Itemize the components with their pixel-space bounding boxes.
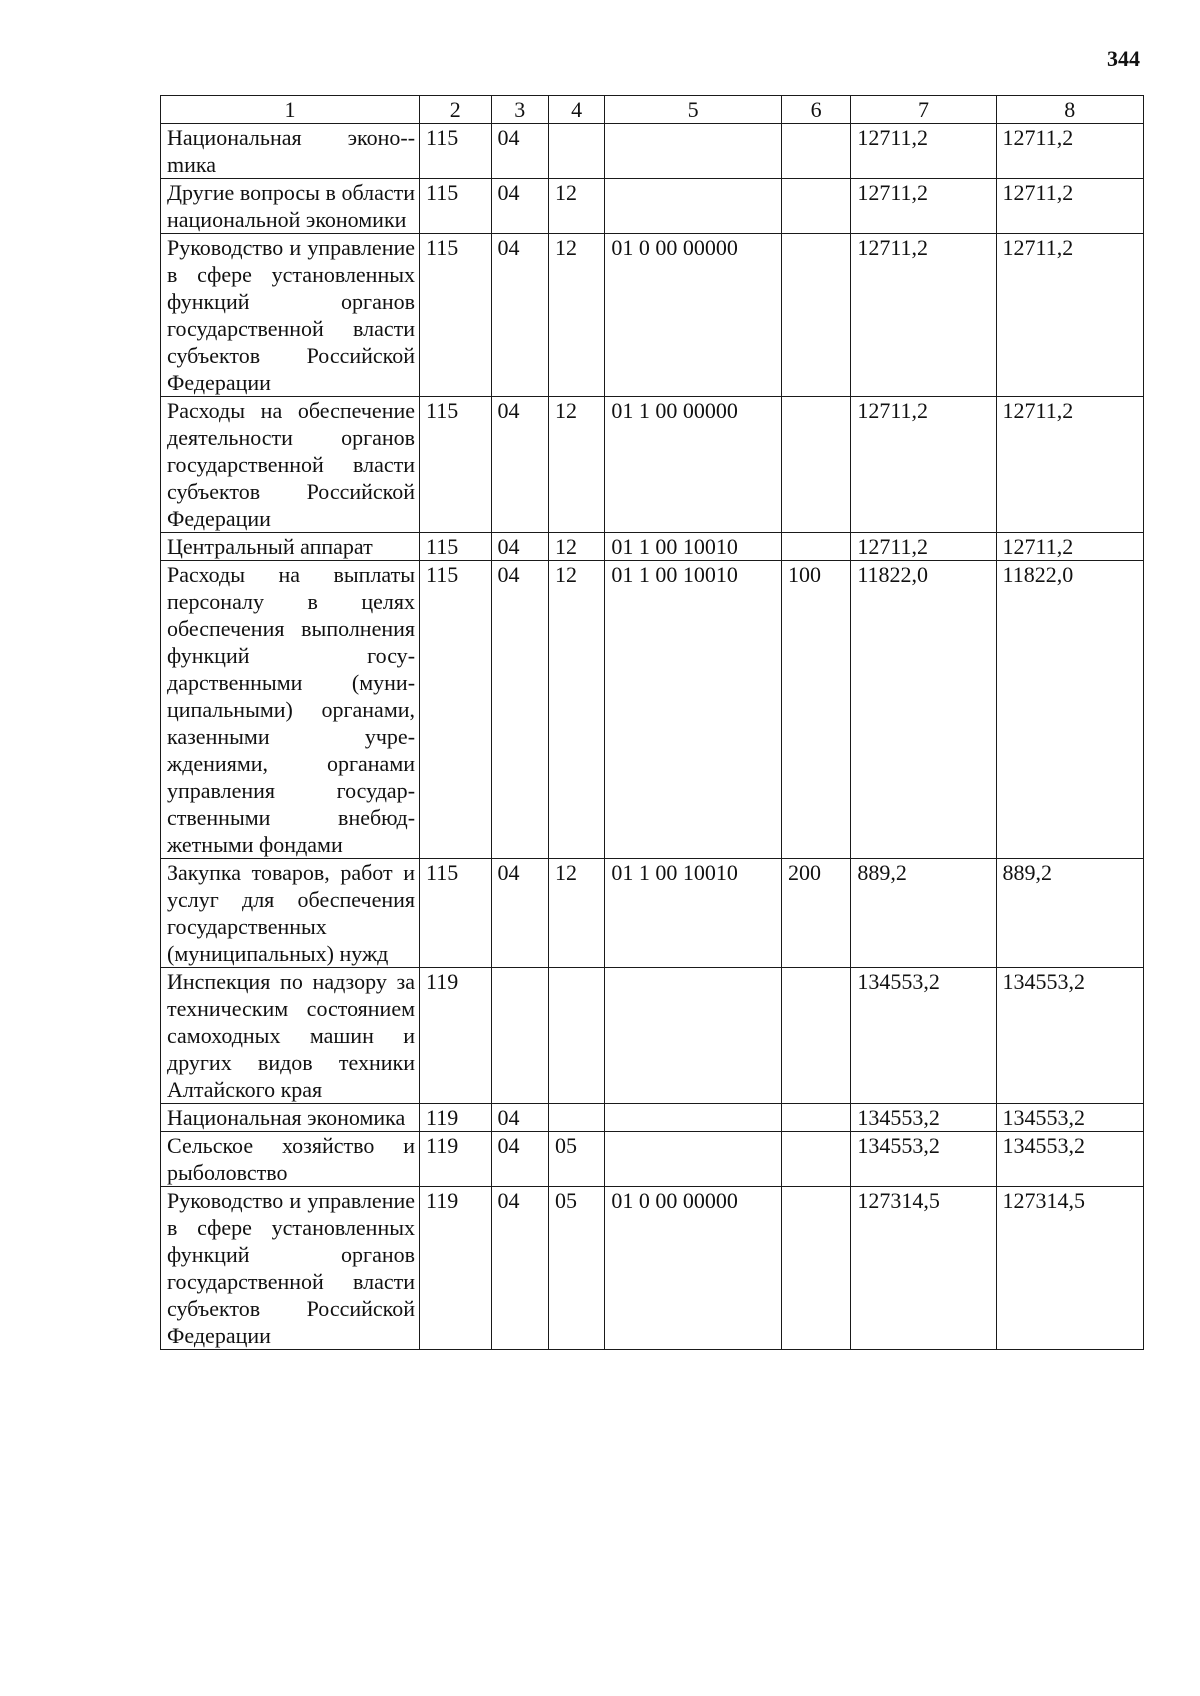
row-col-3: 04 [491, 859, 548, 968]
row-col-8: 134553,2 [996, 1132, 1143, 1187]
row-col-2: 115 [420, 124, 492, 179]
row-col-6 [781, 124, 850, 179]
row-col-7: 12711,2 [851, 124, 996, 179]
row-col-5 [605, 124, 782, 179]
row-col-4 [548, 1104, 604, 1132]
row-col-3: 04 [491, 533, 548, 561]
table-row [161, 1187, 1144, 1350]
column-header-7: 7 [851, 96, 996, 124]
table-row [161, 234, 1144, 397]
row-col-7: 12711,2 [851, 179, 996, 234]
row-col-5: 01 0 00 00000 [605, 234, 782, 397]
header-row [161, 96, 1144, 124]
budget-table [160, 95, 1144, 1350]
row-col-7: 127314,5 [851, 1187, 996, 1350]
row-col-8: 12711,2 [996, 397, 1143, 533]
row-col-7: 12711,2 [851, 234, 996, 397]
row-col-4: 12 [548, 561, 604, 859]
table-row [161, 179, 1144, 234]
row-col-8: 12711,2 [996, 533, 1143, 561]
row-col-6 [781, 533, 850, 561]
column-header-1: 1 [161, 96, 420, 124]
row-name: Другие вопросы в области национальной экономики [161, 179, 420, 234]
row-name: Сельское хозяйство и рыболовство [161, 1132, 420, 1187]
row-col-3 [491, 968, 548, 1104]
table-row [161, 1104, 1144, 1132]
row-col-8: 11822,0 [996, 561, 1143, 859]
row-col-7: 11822,0 [851, 561, 996, 859]
table-row [161, 533, 1144, 561]
row-col-4: 05 [548, 1187, 604, 1350]
table-row [161, 859, 1144, 968]
row-col-6 [781, 968, 850, 1104]
row-col-3: 04 [491, 397, 548, 533]
row-name: Инспекция по надзору за техническим состоянием самоходных машин и других видов техники Алтайского края [161, 968, 420, 1104]
row-col-6 [781, 1104, 850, 1132]
row-col-2: 119 [420, 1132, 492, 1187]
row-name: Центральный аппарат [161, 533, 420, 561]
row-col-5 [605, 1132, 782, 1187]
table-row [161, 124, 1144, 179]
row-col-4: 12 [548, 533, 604, 561]
row-col-4: 12 [548, 859, 604, 968]
row-col-7: 134553,2 [851, 1132, 996, 1187]
row-name: Расходы на обеспечение деятельности органов государственной власти субъектов Российской Федерации [161, 397, 420, 533]
column-header-5: 5 [605, 96, 782, 124]
row-col-5: 01 0 00 00000 [605, 1187, 782, 1350]
row-col-2: 115 [420, 179, 492, 234]
row-col-8: 889,2 [996, 859, 1143, 968]
row-col-5 [605, 179, 782, 234]
column-header-8: 8 [996, 96, 1143, 124]
row-col-6: 200 [781, 859, 850, 968]
row-col-2: 119 [420, 968, 492, 1104]
row-col-4 [548, 124, 604, 179]
row-col-7: 134553,2 [851, 968, 996, 1104]
row-col-2: 115 [420, 561, 492, 859]
row-col-3: 04 [491, 1132, 548, 1187]
row-col-3: 04 [491, 1104, 548, 1132]
row-name: Национальная эконо-mика [161, 124, 420, 179]
row-col-5: 01 1 00 10010 [605, 859, 782, 968]
row-col-3: 04 [491, 124, 548, 179]
column-header-2: 2 [420, 96, 492, 124]
row-col-6 [781, 179, 850, 234]
row-col-8: 134553,2 [996, 968, 1143, 1104]
row-col-6 [781, 234, 850, 397]
row-name: Руководство и управление в сфере установленных функций органов государственной власти субъектов Российской Федерации [161, 234, 420, 397]
row-col-5: 01 1 00 10010 [605, 533, 782, 561]
column-header-4: 4 [548, 96, 604, 124]
row-name: Руководство и управление в сфере установленных функций органов государственной власти субъектов Российской Федерации [161, 1187, 420, 1350]
row-col-6 [781, 1187, 850, 1350]
row-col-4: 05 [548, 1132, 604, 1187]
row-col-3: 04 [491, 234, 548, 397]
row-col-8: 12711,2 [996, 124, 1143, 179]
row-col-6 [781, 1132, 850, 1187]
row-col-4 [548, 968, 604, 1104]
row-col-4: 12 [548, 234, 604, 397]
table-row [161, 561, 1144, 859]
row-col-5: 01 1 00 10010 [605, 561, 782, 859]
row-col-2: 115 [420, 533, 492, 561]
column-header-6: 6 [781, 96, 850, 124]
page-number: 344 [1107, 46, 1140, 71]
row-col-6: 100 [781, 561, 850, 859]
row-col-7: 12711,2 [851, 397, 996, 533]
row-col-6 [781, 397, 850, 533]
row-col-2: 115 [420, 859, 492, 968]
row-col-7: 12711,2 [851, 533, 996, 561]
table-row [161, 968, 1144, 1104]
row-col-8: 134553,2 [996, 1104, 1143, 1132]
row-col-8: 12711,2 [996, 234, 1143, 397]
row-col-2: 115 [420, 234, 492, 397]
row-col-3: 04 [491, 1187, 548, 1350]
row-col-2: 119 [420, 1187, 492, 1350]
column-header-3: 3 [491, 96, 548, 124]
row-col-5 [605, 1104, 782, 1132]
row-name: Расходы на выплаты персоналу в целях обеспечения выполнения функций государственными (муниципальными) органами, казенными учреждениями, органами управления государственными внебюджетными фондами [161, 561, 420, 859]
row-col-2: 115 [420, 397, 492, 533]
row-col-5 [605, 968, 782, 1104]
row-col-4: 12 [548, 179, 604, 234]
table-row [161, 397, 1144, 533]
row-name: Закупка товаров, работ и услуг для обеспечения государственных (муниципальных) нужд [161, 859, 420, 968]
row-col-3: 04 [491, 561, 548, 859]
row-col-5: 01 1 00 00000 [605, 397, 782, 533]
row-name: Национальная экономика [161, 1104, 420, 1132]
row-col-4: 12 [548, 397, 604, 533]
row-col-2: 119 [420, 1104, 492, 1132]
row-col-7: 134553,2 [851, 1104, 996, 1132]
row-col-7: 889,2 [851, 859, 996, 968]
table-row [161, 1132, 1144, 1187]
row-col-8: 12711,2 [996, 179, 1143, 234]
row-col-3: 04 [491, 179, 548, 234]
row-col-8: 127314,5 [996, 1187, 1143, 1350]
